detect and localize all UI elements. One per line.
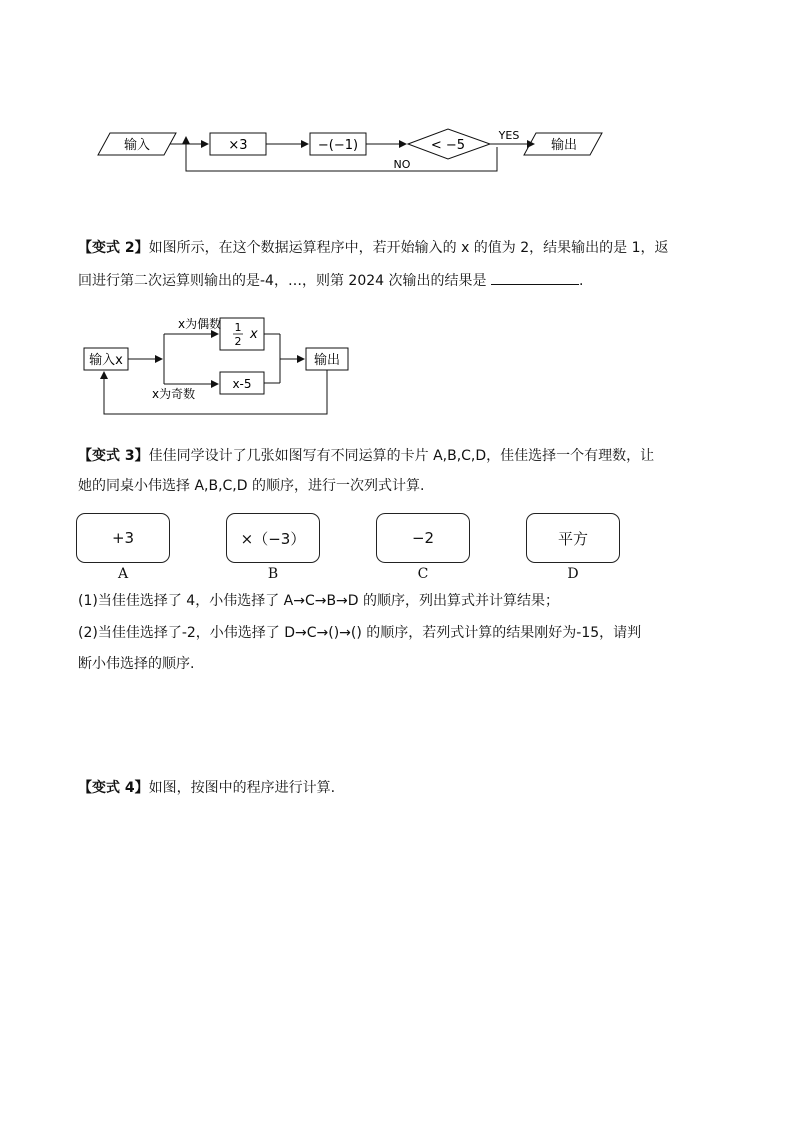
condition-label: < −5 [430,138,466,153]
variant2-line2 [78,270,583,291]
no-label: NO [393,158,411,171]
odd-label: x为奇数 [152,387,196,401]
variant2-tag: 【变式 2】 [78,240,149,256]
question-2-line2: 断小伟选择的顺序. [78,656,195,672]
card-d: 平方 [526,513,620,563]
question-1: (1)当佳佳选择了 4，小伟选择了 A→C→B→D 的顺序，列出算式并计算结果； [78,593,560,609]
variant2-line1 [78,238,669,258]
yes-label: YES [498,129,520,142]
variant2-text2: 回进行第二次运算则输出的是-4，…，则第 2024 次输出的结果是 [78,273,487,289]
minus-neg1-label: −(−1) [317,138,359,153]
flowchart-2 [80,312,370,422]
input-x-label: 输入x [89,353,123,368]
variant3-line2: 她的同桌小伟选择 A,B,C,D 的顺序，进行一次列式计算. [78,478,425,494]
half-x-var: x [250,327,258,342]
input-label: 输入 [123,138,151,153]
variant2-text2-end: . [578,273,584,289]
variant2-text1: 如图所示，在这个数据运算程序中，若开始输入的 x 的值为 2，结果输出的是 1，返 [148,240,669,256]
times3-label: ×3 [228,138,248,153]
answer-blank[interactable] [491,270,579,285]
output-box-label: 输出 [313,353,341,368]
variant4-line [78,778,335,798]
even-label: x为偶数 [178,317,222,331]
x-minus5-label: x-5 [232,377,252,391]
half-numerator: 1 [234,321,242,334]
card-a: +3 [76,513,170,563]
card-c: −2 [376,513,470,563]
card-d-label: D [567,566,579,582]
variant3-line1 [78,446,654,466]
card-b: ×（−3） [226,513,320,563]
card-c-label: C [417,566,429,582]
question-2-line1: (2)当佳佳选择了-2，小伟选择了 D→C→()→() 的顺序，若列式计算的结果刚好为-15，请判 [78,625,642,641]
card-a-label: A [117,566,129,582]
variant4-tag: 【变式 4】 [78,780,149,796]
flowchart-1 [90,125,610,180]
card-b-label: B [267,566,279,582]
variant4-text: 如图，按图中的程序进行计算. [148,780,336,796]
output-label: 输出 [550,138,578,153]
variant3-tag: 【变式 3】 [78,448,149,464]
half-denominator: 2 [234,335,242,348]
variant3-text1: 佳佳同学设计了几张如图写有不同运算的卡片 A,B,C,D，佳佳选择一个有理数，让 [148,448,655,464]
